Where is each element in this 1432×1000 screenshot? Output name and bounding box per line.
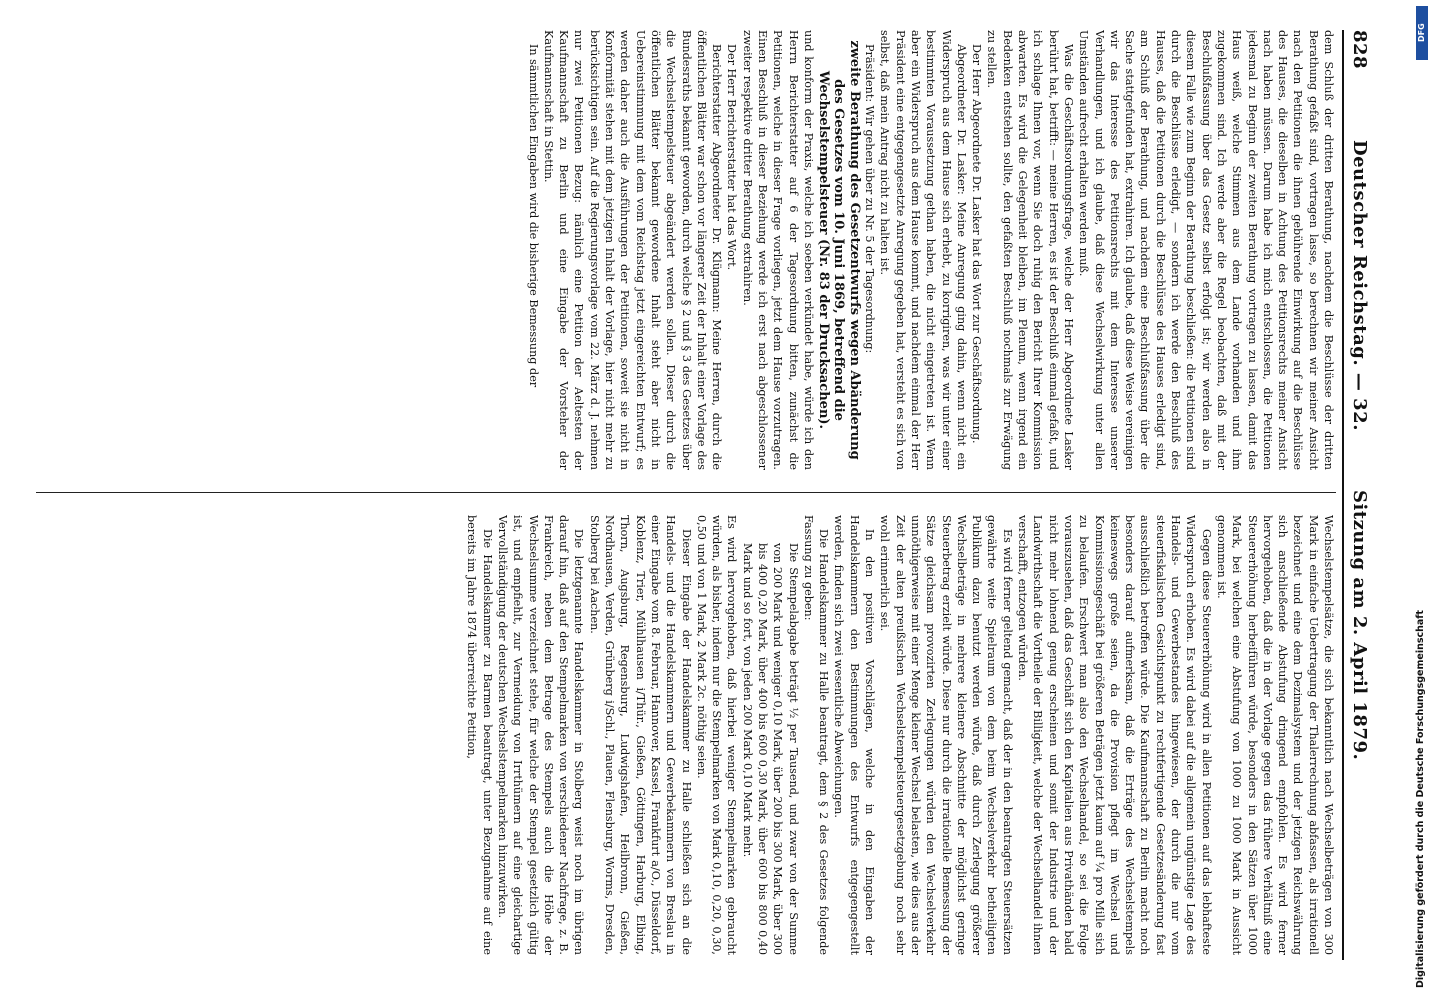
paragraph: und konform der Praxis, welche ich soeben verkündet habe, würde ich den Herrn Berichterstatter auf 6 der Tagesordnung bitten, zunächst die Petitionen, welche in dieser Frage vorliegen, jetzt dem Hause vorzutragen. Einen Beschluß in dieser Beziehung werde ich erst nach abgeschlossener zweiter respektive dritter Berathung extrahiren.	[740, 30, 815, 470]
paragraph: Wechselstempelsätze, die sich bekanntlich nach Wechselbeträgen von 300 Mark in einfache Uebertragung der Thalerrechnung abfassen, als irrationell bezeichnet und eine dem Dezimalsystem und der jetzigen Reichswährung sich anschließende Abstufung dringend empfohlen. Es wird ferner hervorgehoben, daß die in der Vorlage gegen das frühere Verhältniß eine Steuererhöhung herbeiführen würde, besonders in den Sätzen über 1000 Mark, bei welchen eine Abstufung von 1000 zu 1000 Mark in Aussicht genommen ist.	[1214, 515, 1335, 955]
paragraph: In sämmtlichen Eingaben wird die bisherige Bemessung der	[526, 44, 540, 388]
agenda-item-heading: zweite Berathung des Gesetzentwurfs wegen Abänderung des Gesetzes vom 10. Juni 1869, betreffend die Wechselstempelsteuer (Nr. 83 der Drucksachen).	[816, 40, 862, 460]
sitting-date: Sitzung am 2. April 1879.	[1349, 490, 1370, 761]
paragraph: Abgeordneter Dr. Lasker: Meine Anregung ging dahin, wenn nicht ein Widerspruch aus dem Hause sich erhebt, zu korrigiren, was wir unter einer bestimmten Voraussetzung gethan haben, die nicht eingetreten ist. Wenn aber ein Widerspruch aus dem Hause kommt, und nachdem einmal der Herr Präsident eine entgegengesetzte Anregung gegeben hat, versteht es sich von selbst, daß mein Antrag nicht zu halten ist.	[878, 30, 968, 470]
header-rule	[1342, 30, 1344, 960]
paragraph: Es wird hervorgehoben, daß hierbei weniger Stempelmarken gebraucht würden, als bisher, indem nur die Stempelmarken von Mark 0,10, 0,20, 0,30, 0,50 und von 1 Mark, 2 Mark 2c. nöthig seien.	[694, 515, 739, 955]
paragraph: Es wird ferner geltend gemacht, daß der in den beantragten Steuersätzen gewährte weite Spielraum von dem beim Wechselverkehr betheiligten Publikum dazu benutzt werden würde, daß durch Zerlegung größerer Wechselbeträge in mehrere kleinere Abschnitte der möglichst geringe Steuerbetrag erzielt würde. Diese nur durch die irrationelle Bemessung der Sätze gleichsam provozirten Zerlegungen würden den Wechselverkehr unnöthigerweise mit einer Menge kleiner Wechsel belasten, wie dies aus der Zeit der alten preußischen Wechselstempelsteuergesetzgebung noch sehr wohl erinnerlich sei.	[878, 515, 1014, 955]
paragraph: Die Handelskammer zu Barmen beantragt, unter Bezugnahme auf eine bereits im Jahre 1874 überreichte Petition,	[465, 515, 494, 955]
digitization-margin	[1415, 8, 1429, 992]
left-text-column	[36, 30, 1336, 470]
paragraph: Der Herr Berichterstatter hat das Wort.	[725, 44, 739, 271]
paragraph: Berichterstatter Abgeordneter Dr. Klügmann: Meine Herren, durch die öffentlichen Blätter war schon vor längerer Zeit der Inhalt einer Vorlage des Bundesraths bekannt geworden, durch welche § 2 und § 3 des Gesetzes über die Wechselstempelsteuer abgeändert werden sollen. Dieser durch die öffentlichen Blätter bekannt gewordene Inhalt steht aber nicht in Uebereinstimmung mit dem vom Reichstag jetzt eingereichten Entwurf; es werden daher auch die Ausführungen der Petitionen, soweit sie nicht in Konformität stehen mit dem jetzigen Inhalt der Vorlage, hier nicht mehr zu berücksichtigen sein. Auf die Regierungsvorlage vom 22. März d. J. nehmen nur zwei Petitionen Bezug: nämlich eine Petition der Aeltesten der Kaufmannschaft zu Berlin und eine Eingabe der Vorsteher der Kaufmannschaft in Stettin.	[541, 30, 724, 470]
quoted-proposal: Die Stempelabgabe beträgt ½ per Tausend, und zwar von der Summe von 200 Mark und weniger 0,10 Mark, über 200 bis 300 Mark, über 300 bis 400 0,20 Mark, über 400 bis 600 0,30 Mark, über 600 bis 800 0,40 Mark und so fort, von jeden 200 Mark 0,10 Mark mehr.	[740, 543, 800, 955]
digitization-note: Digitalisierung gefördert durch die Deutsche Forschungsgemeinschaft	[1415, 610, 1426, 988]
paragraph: In den positiven Vorschlägen, welche in den Eingaben der Handelskammern den Bestimmungen des Entwurfs entgegengestellt werden, finden sich zwei wesentliche Abweichungen.	[832, 515, 877, 955]
paragraph: Der Herr Abgeordnete Dr. Lasker hat das Wort zur Geschäftsordnung.	[970, 44, 984, 444]
paragraph: Was die Geschäftsordnungsfrage, welche der Herr Abgeordnete Lasker berührt hat, betrifft: — meine Herren, es ist der Beschluß einmal gefaßt, und ich schlage Ihnen vor, wenn Sie doch ruhig den Bericht Ihrer Kommission abwarten. Es wird die Gelegenheit bleiben, im Plenum, wenn irgend ein Bedenken entstehen sollte, den gefaßten Beschluß nochmals zur Erwägung zu stellen.	[985, 30, 1075, 470]
column-divider	[36, 492, 1336, 493]
paragraph: Dieser Eingabe der Handelskammer zu Halle schließen sich an die Handels- und die Handelskammern und Gewerbekammern von Breslau in einer Eingabe vom 8. Februar, Hannover, Kassel, Frankfurt a/O., Düsseldorf, Koblenz, Trier, Mühlhausen i/Thür., Gießen, Göttingen, Harburg, Elbing, Thorn, Augsburg, Regensburg, Ludwigshafen, Heilbronn, Gießen, Nordhausen, Verden, Grünberg i/Schl., Plauen, Flensburg, Worms, Dresden, Stolberg bei Aachen.	[587, 515, 693, 955]
paragraph: Präsident: Wir gehen über zu Nr. 5 der Tagesordnung:	[863, 44, 877, 354]
page-number: 828	[1349, 30, 1370, 70]
page-header	[1346, 30, 1370, 960]
publication-title: Deutscher Reichstag. — 32.	[1349, 140, 1370, 431]
paragraph: dem Schluß der dritten Berathung, nachdem die Beschlüsse der dritten Berathung gefaßt sind, vortragen lasse, so berechnen wir meiner Ansicht nach den Petitionen die ihnen gebührende Einwirkung auf die Beschlüsse des Hauses, die dieselben in Achtung des Petitionsrechts meiner Ansicht nach haben müssen. Darum habe ich mich entschlossen, die Petitionen jedesmal zu Beginn der zweiten Berathung vortragen zu lassen, damit das Haus weiß, welche Stimmen aus dem Lande vorhanden und ihm zugekommen sind. Ich werde aber die Regel beobachten, daß mit der Beschlußfassung über das Gesetz selbst erfolgt ist; wir werden also in diesem Falle wie zum Beginn der Berathung beschließen: die Petitionen sind durch die Beschlüsse erledigt, — sondern ich werde den Beschluß des Hauses, daß die Petitionen durch die Beschlüsse des Hauses erledigt sind, am Schluß der Berathung, und nachdem eine Beschlußfassung über die Sache stattgefunden hat, extrahiren. Ich glaube, daß diese Weise vereinigen wir das Interesse des Petitionsrechts mit dem Interesse unserer Verhandlungen, und ich glaube, daß diese Wechselwirkung unter allen Umständen aufrecht erhalten werden muß.	[1077, 30, 1335, 470]
paragraph: Die letztgenannte Handelskammer in Stolberg weist noch im übrigen darauf hin, daß auf den Stempelmarken von verschiedener Nachfrage, z. B. Frankreich, neben dem Betrage des Stempels auch die Höhe der Wechselsumme verzeichnet stehe, für welche der Stempel gesetzlich gültig ist, und empfiehlt, zur Vermeidung von Irrthümern auf eine gleichartige Vervollständigung der deutschen Wechselstempelmarken hinzuwirken.	[495, 515, 586, 955]
paragraph: Die Handelskammer zu Halle beantragt, dem § 2 des Gesetzes folgende Fassung zu geben:	[801, 515, 831, 955]
right-text-column	[36, 515, 1336, 955]
dfg-logo: DFG	[1416, 6, 1428, 60]
paragraph: Gegen diese Steuererhöhung wird in allen Petitionen auf das lebhafteste Widerspruch erhoben. Es wird dabei auf die allgemein ungünstige Lage des Handels- und Gewerbestandes hingewiesen, der durch die nur vom steuerfiskalischen Gesichtspunkt zu rechtfertigende Gesetzesänderung fast ausschließlich betroffen würde. Die Kaufmannschaft zu Berlin macht noch besonders darauf aufmerksam, daß die Erträge des Wechselstempels keineswegs große seien, da die Provision pflegt im Wechsel und Kommissionsgeschäft bei größeren Beträgen jetzt kaum auf ¼ pro Mille sich zu belaufen. Erschwert man also den Wechselhandel, so sei die Folge vorauszusehen, daß das Geschäft sich den Kapitalien aus Privathänden bald nicht mehr lohnend genug erscheinen und somit der Industrie und der Landwirthschaft die Vortheile der Billigkeit, welche der Wechselhandel ihnen verschafft, entzogen würden.	[1016, 515, 1213, 955]
